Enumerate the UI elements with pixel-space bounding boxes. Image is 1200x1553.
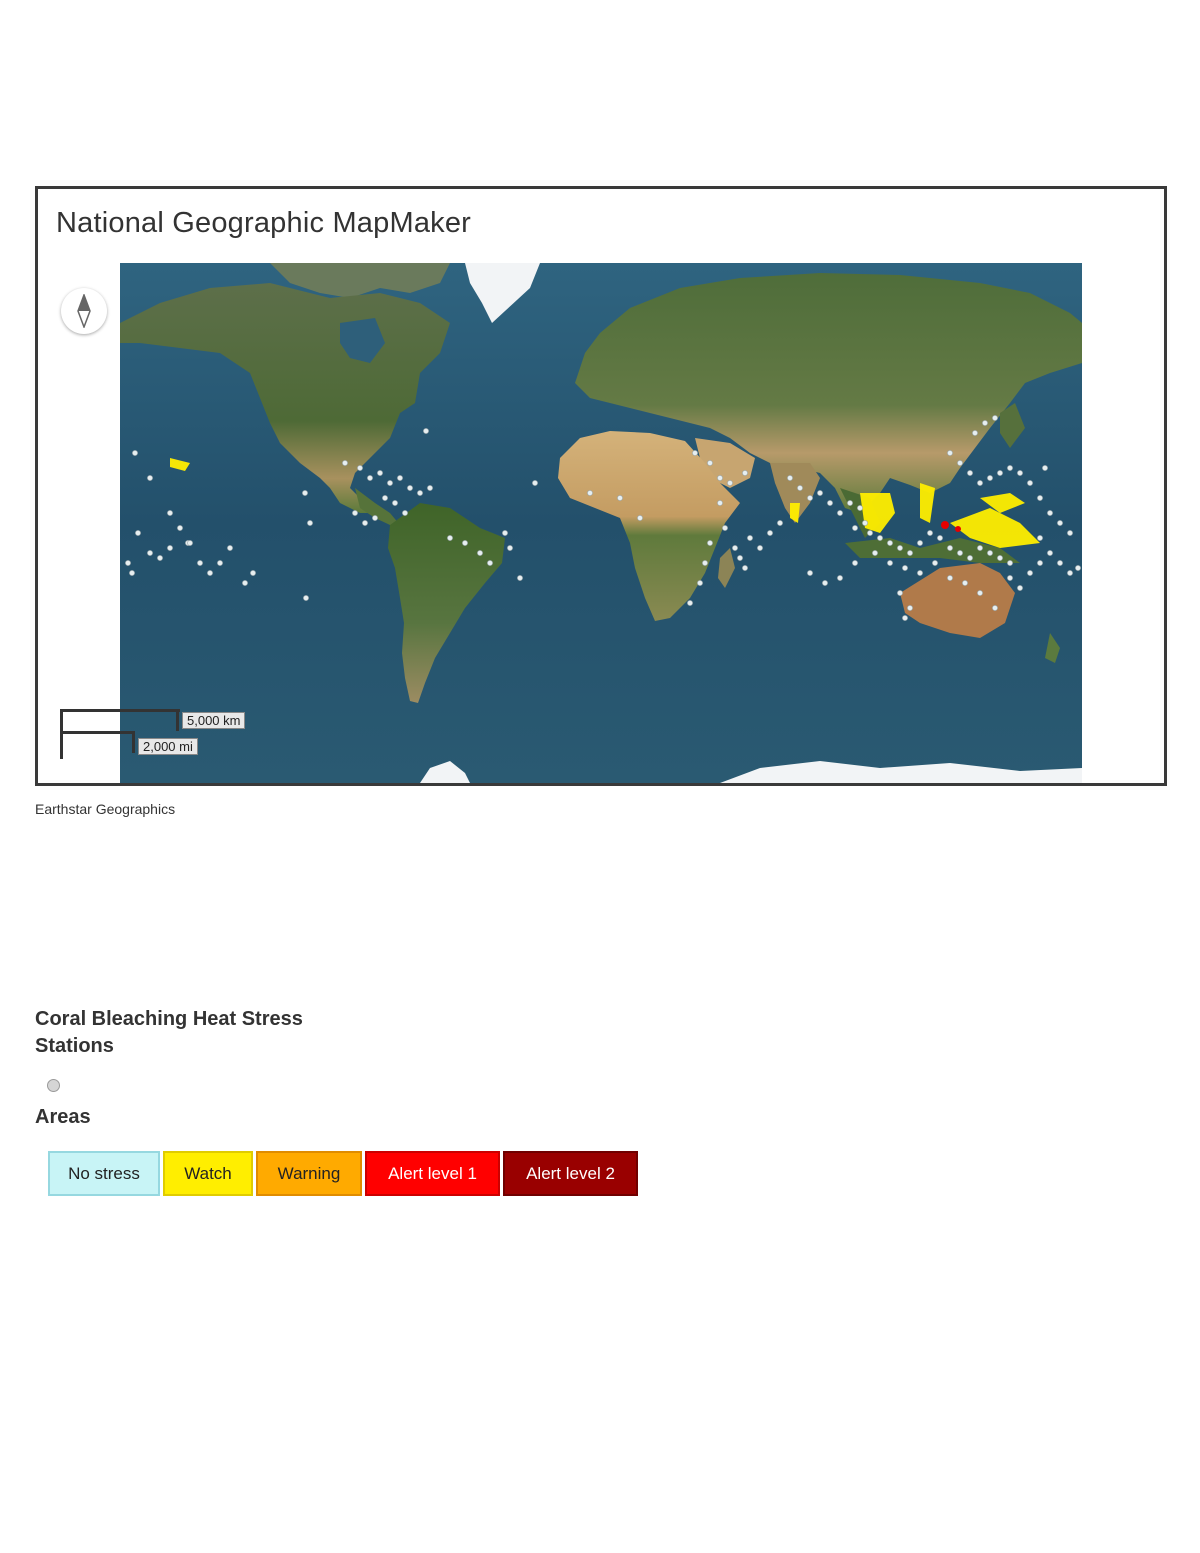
- legend-swatch-warning: Warning: [256, 1151, 362, 1196]
- station-marker[interactable]: [807, 570, 812, 575]
- station-marker[interactable]: [962, 580, 967, 585]
- station-marker[interactable]: [1057, 560, 1062, 565]
- station-marker[interactable]: [777, 520, 782, 525]
- station-marker[interactable]: [532, 480, 537, 485]
- station-marker[interactable]: [1027, 480, 1032, 485]
- station-marker[interactable]: [742, 565, 747, 570]
- station-marker[interactable]: [417, 490, 422, 495]
- station-marker[interactable]: [1042, 465, 1047, 470]
- station-marker[interactable]: [617, 495, 622, 500]
- station-marker[interactable]: [857, 505, 862, 510]
- station-marker[interactable]: [937, 535, 942, 540]
- station-marker[interactable]: [987, 550, 992, 555]
- station-marker[interactable]: [717, 500, 722, 505]
- map-attribution: Earthstar Geographics: [35, 801, 176, 817]
- station-marker[interactable]: [197, 560, 202, 565]
- station-marker[interactable]: [187, 540, 192, 545]
- station-marker[interactable]: [135, 530, 140, 535]
- station-marker[interactable]: [407, 485, 412, 490]
- station-marker[interactable]: [847, 500, 852, 505]
- station-marker[interactable]: [972, 430, 977, 435]
- station-marker[interactable]: [737, 555, 742, 560]
- station-marker[interactable]: [132, 450, 137, 455]
- station-marker[interactable]: [987, 475, 992, 480]
- station-marker[interactable]: [997, 555, 1002, 560]
- station-marker[interactable]: [717, 475, 722, 480]
- legend-stations-label: Stations: [35, 1035, 114, 1057]
- station-marker[interactable]: [992, 415, 997, 420]
- station-marker[interactable]: [167, 545, 172, 550]
- station-marker[interactable]: [897, 590, 902, 595]
- station-marker[interactable]: [307, 520, 312, 525]
- station-marker[interactable]: [402, 510, 407, 515]
- station-marker[interactable]: [977, 545, 982, 550]
- station-marker[interactable]: [852, 560, 857, 565]
- station-marker[interactable]: [877, 535, 882, 540]
- station-marker[interactable]: [872, 550, 877, 555]
- legend-swatch-watch: Watch: [163, 1151, 253, 1196]
- station-marker[interactable]: [1047, 510, 1052, 515]
- station-marker[interactable]: [767, 530, 772, 535]
- station-marker[interactable]: [797, 485, 802, 490]
- station-marker[interactable]: [907, 605, 912, 610]
- station-marker[interactable]: [947, 545, 952, 550]
- station-marker[interactable]: [462, 540, 467, 545]
- station-marker[interactable]: [697, 580, 702, 585]
- station-marker[interactable]: [927, 530, 932, 535]
- legend-areas-label: Areas: [35, 1106, 91, 1128]
- station-marker[interactable]: [1075, 565, 1080, 570]
- station-marker[interactable]: [917, 570, 922, 575]
- station-marker[interactable]: [1017, 585, 1022, 590]
- station-marker[interactable]: [742, 470, 747, 475]
- station-marker[interactable]: [947, 575, 952, 580]
- station-marker[interactable]: [367, 475, 372, 480]
- legend-title: Coral Bleaching Heat Stress: [35, 1008, 303, 1030]
- station-marker[interactable]: [157, 555, 162, 560]
- station-marker[interactable]: [702, 560, 707, 565]
- station-marker[interactable]: [362, 520, 367, 525]
- station-marker[interactable]: [757, 545, 762, 550]
- station-marker[interactable]: [827, 500, 832, 505]
- station-marker[interactable]: [352, 510, 357, 515]
- station-marker[interactable]: [477, 550, 482, 555]
- station-marker[interactable]: [932, 560, 937, 565]
- station-marker[interactable]: [382, 495, 387, 500]
- station-marker[interactable]: [947, 450, 952, 455]
- station-marker[interactable]: [1067, 570, 1072, 575]
- station-marker[interactable]: [302, 490, 307, 495]
- station-marker[interactable]: [1007, 560, 1012, 565]
- station-marker[interactable]: [377, 470, 382, 475]
- station-marker[interactable]: [1007, 465, 1012, 470]
- station-marker[interactable]: [303, 595, 308, 600]
- station-marker[interactable]: [507, 545, 512, 550]
- station-marker[interactable]: [427, 485, 432, 490]
- station-marker[interactable]: [1057, 520, 1062, 525]
- station-marker[interactable]: [957, 460, 962, 465]
- station-marker[interactable]: [250, 570, 255, 575]
- station-marker[interactable]: [1037, 560, 1042, 565]
- station-marker[interactable]: [372, 515, 377, 520]
- station-marker[interactable]: [822, 580, 827, 585]
- station-marker[interactable]: [817, 490, 822, 495]
- station-marker[interactable]: [837, 510, 842, 515]
- station-marker[interactable]: [852, 525, 857, 530]
- station-marker[interactable]: [887, 540, 892, 545]
- station-marker[interactable]: [1007, 575, 1012, 580]
- station-marker[interactable]: [992, 605, 997, 610]
- compass-icon: [73, 294, 95, 328]
- station-marker[interactable]: [207, 570, 212, 575]
- station-marker[interactable]: [747, 535, 752, 540]
- station-marker[interactable]: [342, 460, 347, 465]
- station-marker[interactable]: [982, 420, 987, 425]
- station-marker[interactable]: [917, 540, 922, 545]
- station-marker[interactable]: [787, 475, 792, 480]
- station-marker[interactable]: [707, 540, 712, 545]
- station-marker[interactable]: [902, 615, 907, 620]
- station-marker[interactable]: [392, 500, 397, 505]
- station-marker[interactable]: [1037, 535, 1042, 540]
- station-marker[interactable]: [517, 575, 522, 580]
- compass-button[interactable]: [61, 288, 107, 334]
- station-marker[interactable]: [902, 565, 907, 570]
- scale-mi-label: 2,000 mi: [138, 738, 198, 755]
- legend-swatch-alert-level-2: Alert level 2: [503, 1151, 638, 1196]
- station-marker[interactable]: [217, 560, 222, 565]
- station-marker[interactable]: [967, 470, 972, 475]
- station-marker[interactable]: [722, 525, 727, 530]
- scale-bar-top: [60, 709, 180, 712]
- station-marker[interactable]: [177, 525, 182, 530]
- station-marker[interactable]: [147, 475, 152, 480]
- station-marker[interactable]: [387, 480, 392, 485]
- station-marker[interactable]: [242, 580, 247, 585]
- scale-bar: [60, 705, 290, 765]
- station-marker[interactable]: [167, 510, 172, 515]
- station-marker[interactable]: [129, 570, 134, 575]
- station-marker[interactable]: [967, 555, 972, 560]
- station-marker[interactable]: [1047, 550, 1052, 555]
- scale-km-label: 5,000 km: [182, 712, 245, 729]
- station-marker[interactable]: [502, 530, 507, 535]
- station-marker[interactable]: [423, 428, 428, 433]
- station-marker[interactable]: [897, 545, 902, 550]
- station-marker[interactable]: [357, 465, 362, 470]
- station-marker[interactable]: [1067, 530, 1072, 535]
- station-marker[interactable]: [637, 515, 642, 520]
- station-marker[interactable]: [837, 575, 842, 580]
- station-marker[interactable]: [862, 520, 867, 525]
- station-marker[interactable]: [887, 560, 892, 565]
- station-marker[interactable]: [447, 535, 452, 540]
- legend-area-swatches: [48, 1151, 638, 1196]
- station-marker[interactable]: [687, 600, 692, 605]
- station-marker[interactable]: [997, 470, 1002, 475]
- legend-swatch-alert-level-1: Alert level 1: [365, 1151, 500, 1196]
- station-marker[interactable]: [977, 590, 982, 595]
- station-marker[interactable]: [907, 550, 912, 555]
- station-marker[interactable]: [125, 560, 130, 565]
- legend-swatch-no-stress: No stress: [48, 1151, 160, 1196]
- station-marker[interactable]: [147, 550, 152, 555]
- station-marker[interactable]: [957, 550, 962, 555]
- station-marker[interactable]: [227, 545, 232, 550]
- station-marker[interactable]: [977, 480, 982, 485]
- station-marker[interactable]: [707, 460, 712, 465]
- station-marker[interactable]: [727, 480, 732, 485]
- station-legend-symbol: [47, 1079, 60, 1092]
- station-marker[interactable]: [732, 545, 737, 550]
- station-marker[interactable]: [807, 495, 812, 500]
- station-marker[interactable]: [1037, 495, 1042, 500]
- map-frame: [35, 186, 1167, 786]
- station-marker[interactable]: [1027, 570, 1032, 575]
- station-marker[interactable]: [487, 560, 492, 565]
- station-marker[interactable]: [692, 450, 697, 455]
- station-marker[interactable]: [1017, 470, 1022, 475]
- frame-title: National Geographic MapMaker: [56, 207, 472, 239]
- station-marker[interactable]: [397, 475, 402, 480]
- station-marker[interactable]: [587, 490, 592, 495]
- station-marker[interactable]: [867, 530, 872, 535]
